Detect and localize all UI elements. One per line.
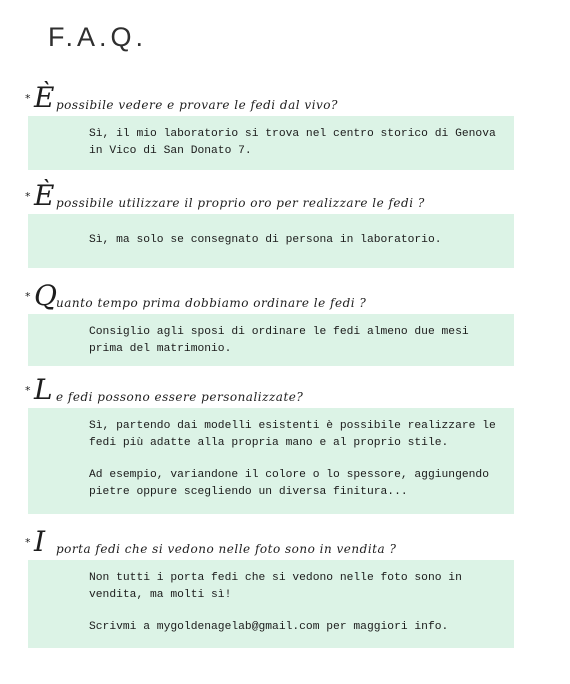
answer-paragraph: Sì, partendo dai modelli esistenti è possibile realizzare le fedi più adatte alla propria mano e al proprio stile.	[89, 420, 496, 449]
question-initial: È	[34, 81, 55, 114]
question-text: uanto tempo prima dobbiamo ordinare le fedi ?	[56, 296, 367, 310]
question-initial: L	[34, 373, 54, 406]
page-title: F.A.Q.	[48, 22, 148, 52]
answer-paragraph: Scrivmi a mygoldenagelab@gmail.com per maggiori info.	[89, 621, 449, 633]
faq-answer-box	[28, 214, 514, 268]
faq-item-3	[25, 279, 514, 366]
answer-paragraph: Sì, il mio laboratorio si trova nel centro storico di Genova in Vico di San Donato 7.	[89, 128, 496, 157]
faq-item-1	[25, 81, 514, 170]
faq-answer-box	[28, 314, 514, 366]
question-text: possibile utilizzare il proprio oro per realizzare le fedi ?	[56, 196, 425, 210]
question-initial: Q	[34, 279, 58, 312]
question-text: possibile vedere e provare le fedi dal vivo?	[56, 98, 338, 112]
question-initial: I	[34, 525, 46, 558]
asterisk-icon: *	[25, 536, 31, 549]
faq-answer-box	[28, 408, 514, 514]
asterisk-icon: *	[25, 384, 31, 397]
answer-paragraph: Ad esempio, variandone il colore o lo spessore, aggiungendo pietre oppure scegliendo un diversa finitura...	[89, 469, 489, 498]
answer-paragraph: Sì, ma solo se consegnato di persona in laboratorio.	[89, 234, 442, 246]
question-initial: È	[34, 179, 55, 212]
faq-item-5	[25, 525, 514, 648]
question-text: porta fedi che si vedono nelle foto sono in vendita ?	[56, 542, 397, 556]
faq-question	[25, 373, 514, 408]
asterisk-icon: *	[25, 190, 31, 203]
answer-paragraph: Non tutti i porta fedi che si vedono nelle foto sono in vendita, ma molti sì!	[89, 572, 462, 601]
faq-question	[25, 81, 514, 116]
faq-question	[25, 179, 514, 214]
faq-question	[25, 525, 514, 560]
faq-answer-box	[28, 116, 514, 170]
faq-question	[25, 279, 514, 314]
faq-item-4	[25, 373, 514, 514]
asterisk-icon: *	[25, 290, 31, 303]
asterisk-icon: *	[25, 92, 31, 105]
question-text: e fedi possono essere personalizzate?	[56, 390, 304, 404]
faq-answer-box	[28, 560, 514, 648]
answer-paragraph: Consiglio agli sposi di ordinare le fedi almeno due mesi prima del matrimonio.	[89, 326, 469, 355]
faq-item-2	[25, 179, 514, 268]
